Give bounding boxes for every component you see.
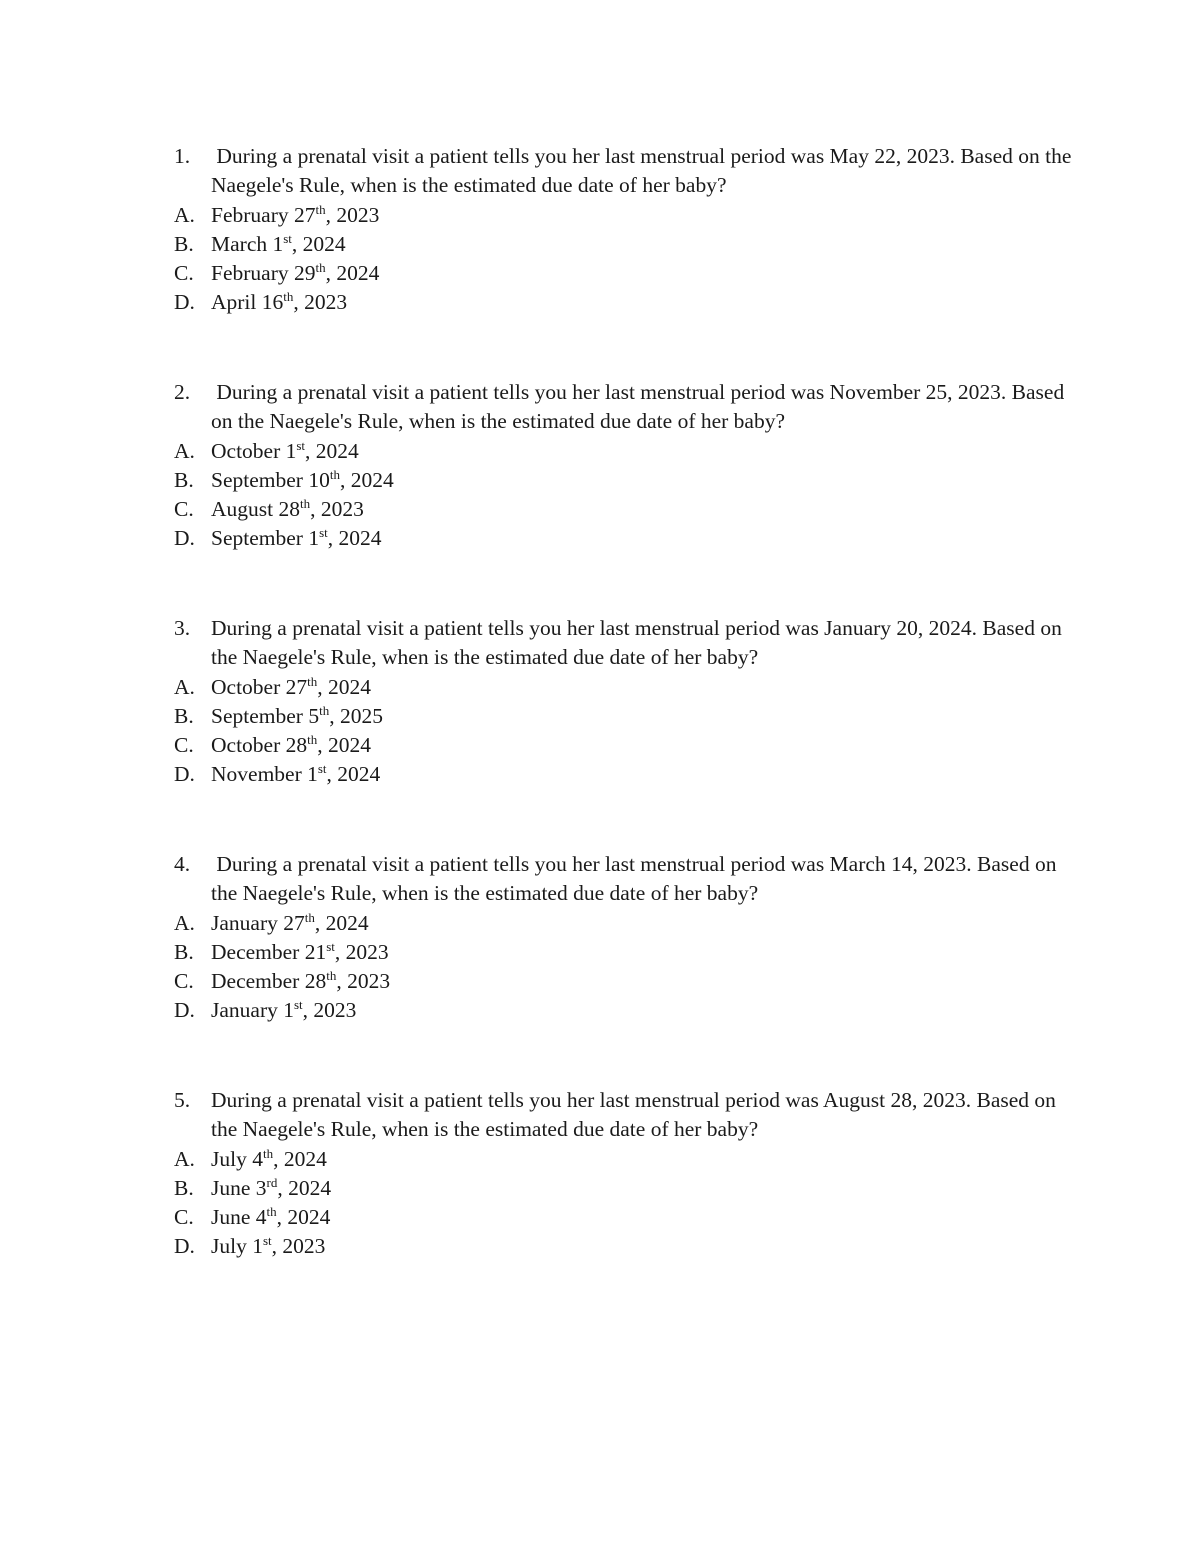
option-letter: D. bbox=[174, 762, 195, 787]
question-4 bbox=[174, 850, 1074, 1026]
question-stem bbox=[174, 142, 1077, 201]
option-b bbox=[174, 702, 1074, 731]
option-suffix: th bbox=[304, 909, 315, 925]
option-year: , 2023 bbox=[325, 202, 380, 227]
question-3 bbox=[174, 614, 1074, 790]
option-text: February 29 bbox=[211, 261, 316, 286]
option-year: , 2024 bbox=[277, 1175, 332, 1200]
option-year: , 2024 bbox=[326, 762, 381, 787]
option-suffix: th bbox=[283, 289, 294, 305]
option-b bbox=[174, 466, 1074, 495]
question-number: 4. bbox=[174, 852, 191, 876]
option-suffix: th bbox=[329, 466, 340, 482]
option-text: June 3 bbox=[211, 1175, 267, 1200]
question-text: During a prenatal visit a patient tells you her last menstrual period was May 22, 2023. Based on the Naegele's Rule, when is the estimated due date of her baby? bbox=[211, 144, 1077, 198]
option-text: November 1 bbox=[211, 762, 318, 787]
option-text: February 27 bbox=[211, 202, 316, 227]
option-text: September 1 bbox=[211, 526, 320, 551]
question-number: 5. bbox=[174, 1088, 191, 1112]
option-a bbox=[174, 1145, 1074, 1174]
question-number: 1. bbox=[174, 144, 191, 168]
option-suffix: st bbox=[283, 230, 292, 246]
option-year: , 2023 bbox=[336, 969, 391, 994]
answer-options bbox=[174, 201, 1074, 318]
option-text: July 4 bbox=[211, 1146, 263, 1171]
option-letter: D. bbox=[174, 998, 195, 1023]
question-number: 2. bbox=[174, 380, 191, 404]
question-stem bbox=[174, 378, 1074, 437]
option-year: , 2024 bbox=[327, 526, 382, 551]
option-suffix: th bbox=[266, 1204, 277, 1220]
option-year: , 2024 bbox=[276, 1205, 331, 1230]
option-text: August 28 bbox=[211, 497, 300, 522]
option-c bbox=[174, 495, 1074, 524]
option-year: , 2024 bbox=[325, 261, 380, 286]
option-letter: A. bbox=[174, 202, 195, 227]
option-suffix: th bbox=[262, 1145, 274, 1161]
option-year: , 2023 bbox=[271, 1234, 326, 1259]
option-year: , 2023 bbox=[334, 939, 389, 964]
option-suffix: th bbox=[326, 968, 337, 984]
question-stem bbox=[174, 1086, 1074, 1145]
question-stem bbox=[174, 850, 1074, 909]
option-b bbox=[174, 1174, 1074, 1203]
option-suffix: th bbox=[307, 673, 318, 689]
option-text: October 28 bbox=[211, 733, 308, 758]
option-letter: A. bbox=[174, 1146, 195, 1171]
option-text: December 28 bbox=[211, 969, 327, 994]
option-suffix: st bbox=[317, 761, 327, 777]
question-text: During a prenatal visit a patient tells you her last menstrual period was January 20, 2024. Based on the Naegele's Rule, when is the estimated due date of her baby? bbox=[211, 616, 1068, 670]
option-letter: A. bbox=[174, 674, 195, 699]
option-year: , 2024 bbox=[305, 438, 359, 463]
option-text: October 1 bbox=[211, 438, 297, 463]
option-text: July 1 bbox=[211, 1234, 263, 1259]
option-suffix: st bbox=[326, 938, 335, 954]
option-year: , 2023 bbox=[310, 497, 364, 522]
question-stem bbox=[174, 614, 1074, 673]
option-year: , 2023 bbox=[302, 998, 357, 1023]
option-letter: D. bbox=[174, 290, 195, 315]
option-letter: B. bbox=[174, 467, 194, 492]
option-text: March 1 bbox=[211, 231, 284, 256]
option-text: June 4 bbox=[211, 1205, 267, 1230]
answer-options bbox=[174, 909, 1074, 1026]
option-c bbox=[174, 1203, 1074, 1232]
option-letter: D. bbox=[174, 1234, 195, 1259]
option-text: April 16 bbox=[211, 290, 284, 315]
option-letter: C. bbox=[174, 969, 194, 994]
option-suffix: rd bbox=[266, 1174, 278, 1190]
option-a bbox=[174, 437, 1074, 466]
option-c bbox=[174, 259, 1074, 288]
option-letter: B. bbox=[174, 939, 194, 964]
option-a bbox=[174, 673, 1074, 702]
question-number: 3. bbox=[174, 616, 191, 640]
option-letter: C. bbox=[174, 1205, 194, 1230]
option-a bbox=[174, 909, 1074, 938]
option-d bbox=[174, 288, 1074, 317]
question-text: During a prenatal visit a patient tells you her last menstrual period was March 14, 2023. Based on the Naegele's Rule, when is the estimated due date of her baby? bbox=[211, 852, 1062, 906]
option-d bbox=[174, 760, 1074, 789]
option-suffix: th bbox=[307, 732, 318, 748]
option-suffix: th bbox=[315, 260, 326, 276]
option-text: January 27 bbox=[211, 910, 305, 935]
option-text: December 21 bbox=[211, 939, 327, 964]
option-suffix: th bbox=[315, 201, 326, 217]
question-2 bbox=[174, 378, 1074, 554]
option-year: , 2024 bbox=[339, 467, 394, 492]
option-letter: A. bbox=[174, 910, 195, 935]
answer-options bbox=[174, 1145, 1074, 1262]
option-year: , 2024 bbox=[291, 231, 346, 256]
option-text: October 27 bbox=[211, 674, 308, 699]
option-suffix: st bbox=[296, 437, 306, 453]
option-letter: A. bbox=[174, 438, 195, 463]
option-c bbox=[174, 967, 1074, 996]
option-letter: C. bbox=[174, 733, 194, 758]
option-year: , 2024 bbox=[273, 1146, 327, 1171]
option-c bbox=[174, 731, 1074, 760]
question-text: During a prenatal visit a patient tells you her last menstrual period was August 28, 2023. Based on the Naegele's Rule, when is the estimated due date of her baby? bbox=[211, 1088, 1062, 1142]
option-d bbox=[174, 524, 1074, 553]
option-suffix: th bbox=[300, 496, 311, 512]
option-year: , 2024 bbox=[314, 910, 369, 935]
question-text: During a prenatal visit a patient tells you her last menstrual period was November 25, 2023. Based on the Naegele's Rule, when is the estimated due date of her baby? bbox=[211, 380, 1070, 434]
option-text: January 1 bbox=[211, 998, 294, 1023]
option-text: September 10 bbox=[211, 467, 330, 492]
option-a bbox=[174, 201, 1074, 230]
question-5 bbox=[174, 1086, 1074, 1262]
option-suffix: th bbox=[319, 702, 330, 718]
option-suffix: st bbox=[262, 1233, 272, 1249]
option-d bbox=[174, 996, 1074, 1025]
question-1 bbox=[174, 142, 1077, 318]
option-year: , 2025 bbox=[329, 703, 383, 728]
option-suffix: st bbox=[294, 997, 303, 1013]
option-year: , 2024 bbox=[317, 674, 371, 699]
option-text: September 5 bbox=[211, 703, 320, 728]
answer-options bbox=[174, 673, 1074, 790]
option-d bbox=[174, 1232, 1074, 1261]
option-year: , 2024 bbox=[317, 733, 371, 758]
option-letter: B. bbox=[174, 703, 194, 728]
option-b bbox=[174, 230, 1074, 259]
option-letter: C. bbox=[174, 261, 194, 286]
option-suffix: st bbox=[319, 525, 328, 541]
option-year: , 2023 bbox=[293, 290, 348, 315]
option-letter: D. bbox=[174, 526, 195, 551]
option-letter: B. bbox=[174, 231, 194, 256]
answer-options bbox=[174, 437, 1074, 554]
option-b bbox=[174, 938, 1074, 967]
option-letter: B. bbox=[174, 1175, 194, 1200]
option-letter: C. bbox=[174, 497, 194, 522]
